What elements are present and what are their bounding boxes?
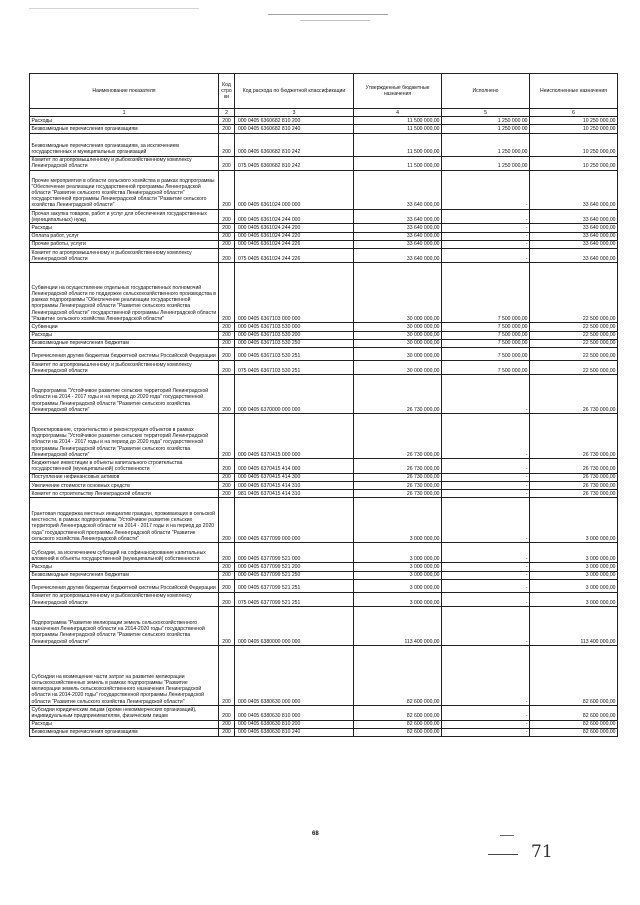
budget-execution-table — [29, 73, 618, 737]
row-line-code: 200 — [219, 263, 235, 323]
row-budget-classification: 075 0405 6360682 810 242 — [235, 156, 354, 170]
table-row — [30, 498, 618, 543]
row-approved-amount: 26 730 000,00 — [354, 490, 442, 498]
row-indicator-name: Перечисления другим бюджетам бюджетной системы Российской Федерации — [30, 348, 219, 361]
row-unexecuted-amount: 3 000 000,00 — [530, 563, 618, 571]
row-approved-amount: 82 600 000,00 — [354, 720, 442, 728]
header-line-code: Код стро ки — [219, 74, 235, 109]
row-approved-amount: 33 640 000,00 — [354, 240, 442, 248]
row-executed-amount: 7 500 000,00 — [442, 263, 530, 323]
row-budget-classification: 000 0405 6370415 414 310 — [235, 482, 354, 490]
scan-artifact-line — [29, 8, 199, 9]
page-number: 68 — [312, 831, 319, 837]
row-unexecuted-amount: 22 500 000,00 — [530, 331, 618, 339]
table-row — [30, 414, 618, 459]
row-approved-amount: 30 000 000,00 — [354, 361, 442, 375]
row-approved-amount: 3 000 000,00 — [354, 498, 442, 543]
row-indicator-name: Безвозмездные перечисления организациям, за исключением государственных и муниципальных организаций — [30, 133, 219, 156]
row-executed-amount: - — [442, 232, 530, 240]
row-approved-amount: 3 000 000,00 — [354, 592, 442, 606]
row-unexecuted-amount: 22 500 000,00 — [530, 263, 618, 323]
row-approved-amount: 82 600 000,00 — [354, 646, 442, 706]
row-indicator-name: Расходы — [30, 720, 219, 728]
row-approved-amount: 11 500 000,00 — [354, 125, 442, 133]
row-line-code: 200 — [219, 331, 235, 339]
row-unexecuted-amount: 33 640 000,00 — [530, 224, 618, 232]
row-indicator-name: Грантовая поддержка местных инициатив граждан, проживающих в сельской местности, в рамках подпрограммы "Устойчивое развитие сельских территорий Ленинградской области на 2014 - 2017 годы и на период до 2020 года" государственной программы Ленинградской области "Развитие сельского хозяйства Ленинградской области" — [30, 498, 219, 543]
row-approved-amount: 26 730 000,00 — [354, 414, 442, 459]
row-indicator-name: Расходы — [30, 331, 219, 339]
row-unexecuted-amount: 82 600 000,00 — [530, 728, 618, 736]
table-row — [30, 117, 618, 125]
row-budget-classification: 000 0405 6377099 521 200 — [235, 563, 354, 571]
row-budget-classification: 000 0405 6367103 000 000 — [235, 263, 354, 323]
row-executed-amount: - — [442, 646, 530, 706]
table-row — [30, 543, 618, 563]
row-line-code: 200 — [219, 607, 235, 646]
header-budget-classification: Код расхода по бюджетной классификации — [235, 74, 354, 109]
row-indicator-name: Комитет по агропромышленному и рыбохозяйственному комплексу Ленинградской области — [30, 592, 219, 606]
row-indicator-name: Расходы — [30, 117, 219, 125]
row-budget-classification: 000 0405 6377099 000 000 — [235, 498, 354, 543]
table-row — [30, 210, 618, 224]
row-indicator-name: Субсидии, за исключением субсидий на софинансирование капитальных вложений в объекты государственной (муниципальной) собственности — [30, 543, 219, 563]
row-line-code: 200 — [219, 563, 235, 571]
row-approved-amount: 30 000 000,00 — [354, 323, 442, 331]
row-executed-amount: - — [442, 414, 530, 459]
row-approved-amount: 82 600 000,00 — [354, 728, 442, 736]
row-line-code: 200 — [219, 240, 235, 248]
row-unexecuted-amount: 33 640 000,00 — [530, 249, 618, 263]
row-indicator-name: Субсидии юридическим лицам (кроме некоммерческих организаций), индивидуальным предпринимателям, физическим лицам — [30, 706, 219, 720]
row-executed-amount: - — [442, 482, 530, 490]
row-line-code: 200 — [219, 571, 235, 579]
table-row — [30, 249, 618, 263]
row-executed-amount: - — [442, 571, 530, 579]
table-row — [30, 156, 618, 170]
row-budget-classification: 000 0405 6361024 244 200 — [235, 224, 354, 232]
row-line-code: 200 — [219, 646, 235, 706]
table-row — [30, 607, 618, 646]
row-unexecuted-amount: 26 730 000,00 — [530, 459, 618, 473]
row-unexecuted-amount: 3 000 000,00 — [530, 498, 618, 543]
row-line-code: 200 — [219, 125, 235, 133]
row-approved-amount: 11 500 000,00 — [354, 156, 442, 170]
row-indicator-name: Подпрограмма "Развитие мелиорации земель сельскохозяйственного назначения Ленинградской области на 2014-2020 годы" государственной программы Ленинградской области "Развитие сельского хозяйства Ленинградской области" — [30, 607, 219, 646]
row-unexecuted-amount: 22 500 000,00 — [530, 323, 618, 331]
row-indicator-name: Безвозмездные перечисления организациям — [30, 728, 219, 736]
row-approved-amount: 26 730 000,00 — [354, 482, 442, 490]
row-executed-amount: - — [442, 473, 530, 481]
row-unexecuted-amount: 3 000 000,00 — [530, 579, 618, 592]
row-executed-amount: 7 500 000,00 — [442, 323, 530, 331]
row-approved-amount: 3 000 000,00 — [354, 563, 442, 571]
row-budget-classification: 000 0405 6377099 521 250 — [235, 571, 354, 579]
row-line-code: 200 — [219, 706, 235, 720]
row-executed-amount: - — [442, 592, 530, 606]
row-approved-amount: 3 000 000,00 — [354, 571, 442, 579]
row-budget-classification: 000 0405 6367103 530 000 — [235, 323, 354, 331]
table-row — [30, 571, 618, 579]
row-executed-amount: 7 500 000,00 — [442, 339, 530, 347]
row-budget-classification: 000 0405 6360682 810 242 — [235, 133, 354, 156]
row-approved-amount: 11 500 000,00 — [354, 117, 442, 125]
row-line-code: 200 — [219, 473, 235, 481]
row-budget-classification: 000 0405 6380630 810 200 — [235, 720, 354, 728]
row-unexecuted-amount: 82 600 000,00 — [530, 706, 618, 720]
row-executed-amount: 1 250 000,00 — [442, 156, 530, 170]
row-approved-amount: 30 000 000,00 — [354, 348, 442, 361]
row-approved-amount: 33 640 000,00 — [354, 210, 442, 224]
row-approved-amount: 33 640 000,00 — [354, 171, 442, 210]
column-number: 4 — [354, 109, 442, 117]
row-budget-classification: 000 0405 6370415 414 300 — [235, 473, 354, 481]
row-approved-amount: 33 640 000,00 — [354, 224, 442, 232]
row-unexecuted-amount: 113 400 000,00 — [530, 607, 618, 646]
row-unexecuted-amount: 82 600 000,00 — [530, 720, 618, 728]
row-indicator-name: Субсидии на возмещение части затрат на развитие мелиорации сельскохозяйственных земель в рамках подпрограммы "Развитие мелиорации земель сельскохозяйственного назначения Ленинградской области на 2014-2020 годы" государственной программы Ленинградской области "Развитие сельского хозяйства Ленинградской области" — [30, 646, 219, 706]
row-budget-classification: 000 0405 6377099 521 000 — [235, 543, 354, 563]
row-executed-amount: - — [442, 498, 530, 543]
row-executed-amount: - — [442, 490, 530, 498]
column-number: 1 — [30, 109, 219, 117]
row-line-code: 200 — [219, 323, 235, 331]
row-indicator-name: Безвозмездные перечисления организациям — [30, 125, 219, 133]
row-executed-amount: 1 250 000 00 — [442, 117, 530, 125]
row-approved-amount: 30 000 000,00 — [354, 339, 442, 347]
row-budget-classification: 000 0405 6367103 530 250 — [235, 339, 354, 347]
table-row — [30, 563, 618, 571]
row-approved-amount: 26 730 000,00 — [354, 459, 442, 473]
row-executed-amount: - — [442, 375, 530, 414]
row-approved-amount: 11 500 000,00 — [354, 133, 442, 156]
row-unexecuted-amount: 22 500 000,00 — [530, 361, 618, 375]
table-row — [30, 720, 618, 728]
table-row — [30, 331, 618, 339]
row-budget-classification: 000 0405 6361024 244 000 — [235, 210, 354, 224]
column-number: 3 — [235, 109, 354, 117]
row-approved-amount: 33 640 000,00 — [354, 249, 442, 263]
table-row — [30, 361, 618, 375]
row-indicator-name: Субвенции на осуществление отдельных государственных полномочий Ленинградской области по поддержке сельскохозяйственного производства в рамках подпрограммы "Обеспечение реализации государственной программы Ленинградской области "Развитие сельского хозяйства Ленинградской области" государственной программы Ленинградской области "Развитие сельского хозяйства Ленинградской области" — [30, 263, 219, 323]
row-line-code: 200 — [219, 543, 235, 563]
row-unexecuted-amount: 26 730 000,00 — [530, 473, 618, 481]
table-row — [30, 646, 618, 706]
row-executed-amount: - — [442, 459, 530, 473]
row-indicator-name: Расходы — [30, 563, 219, 571]
row-indicator-name: Субвенции — [30, 323, 219, 331]
row-unexecuted-amount: 26 730 000,00 — [530, 490, 618, 498]
row-approved-amount: 26 730 000,00 — [354, 473, 442, 481]
row-indicator-name: Комитет по строительству Ленинградской области — [30, 490, 219, 498]
table-row — [30, 482, 618, 490]
row-unexecuted-amount: 26 730 000,00 — [530, 482, 618, 490]
row-line-code: 200 — [219, 133, 235, 156]
row-indicator-name: Комитет по агропромышленному и рыбохозяйственному комплексу Ленинградской области — [30, 249, 219, 263]
row-line-code: 200 — [219, 348, 235, 361]
table-row — [30, 592, 618, 606]
table-row — [30, 375, 618, 414]
row-budget-classification: 000 0405 6367103 530 200 — [235, 331, 354, 339]
row-budget-classification: 000 0405 6377099 521 251 — [235, 579, 354, 592]
table-row — [30, 224, 618, 232]
row-unexecuted-amount: 26 730 000,00 — [530, 375, 618, 414]
row-budget-classification: 075 0405 6361024 244 226 — [235, 249, 354, 263]
header-approved-appropriations: Утвержденные бюджетные назначения — [354, 74, 442, 109]
row-executed-amount: - — [442, 706, 530, 720]
row-unexecuted-amount: 10 250 000,00 — [530, 125, 618, 133]
row-unexecuted-amount: 3 000 000,00 — [530, 543, 618, 563]
row-budget-classification: 075 0405 6377099 521 251 — [235, 592, 354, 606]
row-approved-amount: 33 640 000,00 — [354, 232, 442, 240]
row-budget-classification: 000 0405 6370415 000 000 — [235, 414, 354, 459]
row-unexecuted-amount: 3 000 000,00 — [530, 592, 618, 606]
row-unexecuted-amount: 22 500 000,00 — [530, 339, 618, 347]
row-unexecuted-amount: 22 500 000,00 — [530, 348, 618, 361]
scan-artifact-line — [268, 14, 388, 15]
table-row — [30, 706, 618, 720]
row-executed-amount: - — [442, 543, 530, 563]
row-budget-classification: 000 0405 6367103 530 251 — [235, 348, 354, 361]
row-executed-amount: - — [442, 224, 530, 232]
row-indicator-name: Прочие мероприятия в области сельского хозяйства в рамках подпрограммы "Обеспечение реализации государственной программы Ленинградской области "Развитие сельского хозяйства Ленинградской области" государственной программы Ленинградской области "Развитие сельского хозяйства Ленинградской области" — [30, 171, 219, 210]
row-budget-classification: 000 0405 6361024 000 000 — [235, 171, 354, 210]
row-executed-amount: - — [442, 607, 530, 646]
row-line-code: 200 — [219, 720, 235, 728]
row-executed-amount: - — [442, 579, 530, 592]
row-indicator-name: Проектирование, строительство и реконструкция объектов в рамках подпрограммы "Устойчивое развитие сельских территорий Ленинградской области на 2014 - 2017 годы и на период до 2020 года" государственной программы Ленинградской области "Развитие сельского хозяйства Ленинградской области" — [30, 414, 219, 459]
table-row — [30, 240, 618, 248]
row-unexecuted-amount: 3 000 000,00 — [530, 571, 618, 579]
row-indicator-name: Прочая закупка товаров, работ и услуг для обеспечения государственных (муниципальных) нужд — [30, 210, 219, 224]
row-indicator-name: Оплата работ, услуг — [30, 232, 219, 240]
row-budget-classification: 981 0405 6370415 414 310 — [235, 490, 354, 498]
row-executed-amount: 7 500 000,00 — [442, 361, 530, 375]
row-line-code: 200 — [219, 490, 235, 498]
row-executed-amount: - — [442, 563, 530, 571]
row-executed-amount: 7 500 000,00 — [442, 331, 530, 339]
column-number: 2 — [219, 109, 235, 117]
row-unexecuted-amount: 82 600 000,00 — [530, 646, 618, 706]
row-indicator-name: Комитет по агропромышленному и рыбохозяйственному комплексу Ленинградской области — [30, 361, 219, 375]
row-indicator-name: Комитет по агропромышленному и рыбохозяйственному комплексу Ленинградской области — [30, 156, 219, 170]
table-row — [30, 125, 618, 133]
row-indicator-name: Безвозмездные перечисления бюджетам — [30, 571, 219, 579]
row-approved-amount: 30 000 000,00 — [354, 331, 442, 339]
table-row — [30, 473, 618, 481]
row-approved-amount: 3 000 000,00 — [354, 543, 442, 563]
scan-artifact-line — [300, 20, 370, 21]
row-line-code: 200 — [219, 592, 235, 606]
row-line-code: 200 — [219, 156, 235, 170]
table-row — [30, 133, 618, 156]
column-number: 5 — [442, 109, 530, 117]
table-body — [30, 117, 618, 737]
row-indicator-name: Перечисления другим бюджетам бюджетной системы Российской Федерации — [30, 579, 219, 592]
row-line-code: 200 — [219, 339, 235, 347]
row-indicator-name: Поступление нефинансовых активов — [30, 473, 219, 481]
row-budget-classification: 000 0405 6360682 810 240 — [235, 125, 354, 133]
row-executed-amount: - — [442, 728, 530, 736]
row-unexecuted-amount: 10 250 000,00 — [530, 133, 618, 156]
table-row — [30, 579, 618, 592]
row-executed-amount: - — [442, 210, 530, 224]
row-line-code: 200 — [219, 232, 235, 240]
row-line-code: 200 — [219, 171, 235, 210]
row-unexecuted-amount: 33 640 000,00 — [530, 232, 618, 240]
row-unexecuted-amount: 10 250 000,00 — [530, 117, 618, 125]
row-line-code: 200 — [219, 361, 235, 375]
row-line-code: 200 — [219, 459, 235, 473]
row-unexecuted-amount: 33 640 000,00 — [530, 210, 618, 224]
table-row — [30, 263, 618, 323]
row-budget-classification: 000 0405 6361024 244 220 — [235, 232, 354, 240]
row-unexecuted-amount: 10 250 000,00 — [530, 156, 618, 170]
row-budget-classification: 000 0405 6380630 810 240 — [235, 728, 354, 736]
table-row — [30, 323, 618, 331]
row-approved-amount: 26 730 000,00 — [354, 375, 442, 414]
row-line-code: 200 — [219, 117, 235, 125]
row-indicator-name: Увеличение стоимости основных средств — [30, 482, 219, 490]
row-executed-amount: 7 500 000,00 — [442, 348, 530, 361]
row-executed-amount: 1 250 000 00 — [442, 125, 530, 133]
table-row — [30, 459, 618, 473]
row-line-code: 200 — [219, 498, 235, 543]
row-budget-classification: 000 0405 6380000 000 000 — [235, 607, 354, 646]
row-budget-classification: 000 0405 6370000 000 000 — [235, 375, 354, 414]
row-indicator-name: Бюджетные инвестиции в объекты капитального строительства государственной (муниципальной) собственности — [30, 459, 219, 473]
row-line-code: 200 — [219, 482, 235, 490]
row-budget-classification: 000 0405 6380630 810 000 — [235, 706, 354, 720]
stamp-dash — [488, 854, 518, 855]
handwritten-sheet-number: 71 — [531, 842, 553, 862]
row-line-code: 200 — [219, 224, 235, 232]
row-line-code: 200 — [219, 249, 235, 263]
row-approved-amount: 3 000 000,00 — [354, 579, 442, 592]
row-unexecuted-amount: 26 730 000,00 — [530, 414, 618, 459]
header-indicator-name: Наименование показателя — [30, 74, 219, 109]
row-executed-amount: - — [442, 171, 530, 210]
stamp-mark — [500, 835, 514, 836]
row-approved-amount: 30 000 000,00 — [354, 263, 442, 323]
row-indicator-name: Расходы — [30, 224, 219, 232]
table-row — [30, 339, 618, 347]
row-budget-classification: 000 0405 6380630 000 000 — [235, 646, 354, 706]
row-unexecuted-amount: 33 640 000,00 — [530, 171, 618, 210]
row-line-code: 200 — [219, 375, 235, 414]
header-unexecuted-appropriations: Неисполненные назначения — [530, 74, 618, 109]
row-indicator-name: Безвозмездные перечисления бюджетам — [30, 339, 219, 347]
table-row — [30, 171, 618, 210]
row-indicator-name: Прочие работы, услуги — [30, 240, 219, 248]
row-executed-amount: - — [442, 720, 530, 728]
row-line-code: 200 — [219, 210, 235, 224]
row-approved-amount: 113 400 000,00 — [354, 607, 442, 646]
row-budget-classification: 000 0405 6370415 414 000 — [235, 459, 354, 473]
row-budget-classification: 075 0405 6367103 530 251 — [235, 361, 354, 375]
row-budget-classification: 000 0405 6361024 244 226 — [235, 240, 354, 248]
row-line-code: 200 — [219, 579, 235, 592]
column-number: 6 — [530, 109, 618, 117]
row-line-code: 200 — [219, 728, 235, 736]
row-executed-amount: 1 250 000,00 — [442, 133, 530, 156]
row-executed-amount: - — [442, 249, 530, 263]
table-header-row — [30, 74, 618, 109]
table-row — [30, 348, 618, 361]
column-number-row — [30, 109, 618, 117]
row-approved-amount: 82 600 000,00 — [354, 706, 442, 720]
table-row — [30, 232, 618, 240]
row-line-code: 200 — [219, 414, 235, 459]
header-executed: Исполнено — [442, 74, 530, 109]
row-indicator-name: Подпрограмма "Устойчивое развитие сельских территорий Ленинградской области на 2014 - 2017 годы и на период до 2020 года" государственной программы Ленинградской области "Развитие сельского хозяйства Ленинградской области" — [30, 375, 219, 414]
row-budget-classification: 000 0405 6360682 810 200 — [235, 117, 354, 125]
row-unexecuted-amount: 33 640 000,00 — [530, 240, 618, 248]
table-row — [30, 490, 618, 498]
table-row — [30, 728, 618, 736]
row-executed-amount: - — [442, 240, 530, 248]
